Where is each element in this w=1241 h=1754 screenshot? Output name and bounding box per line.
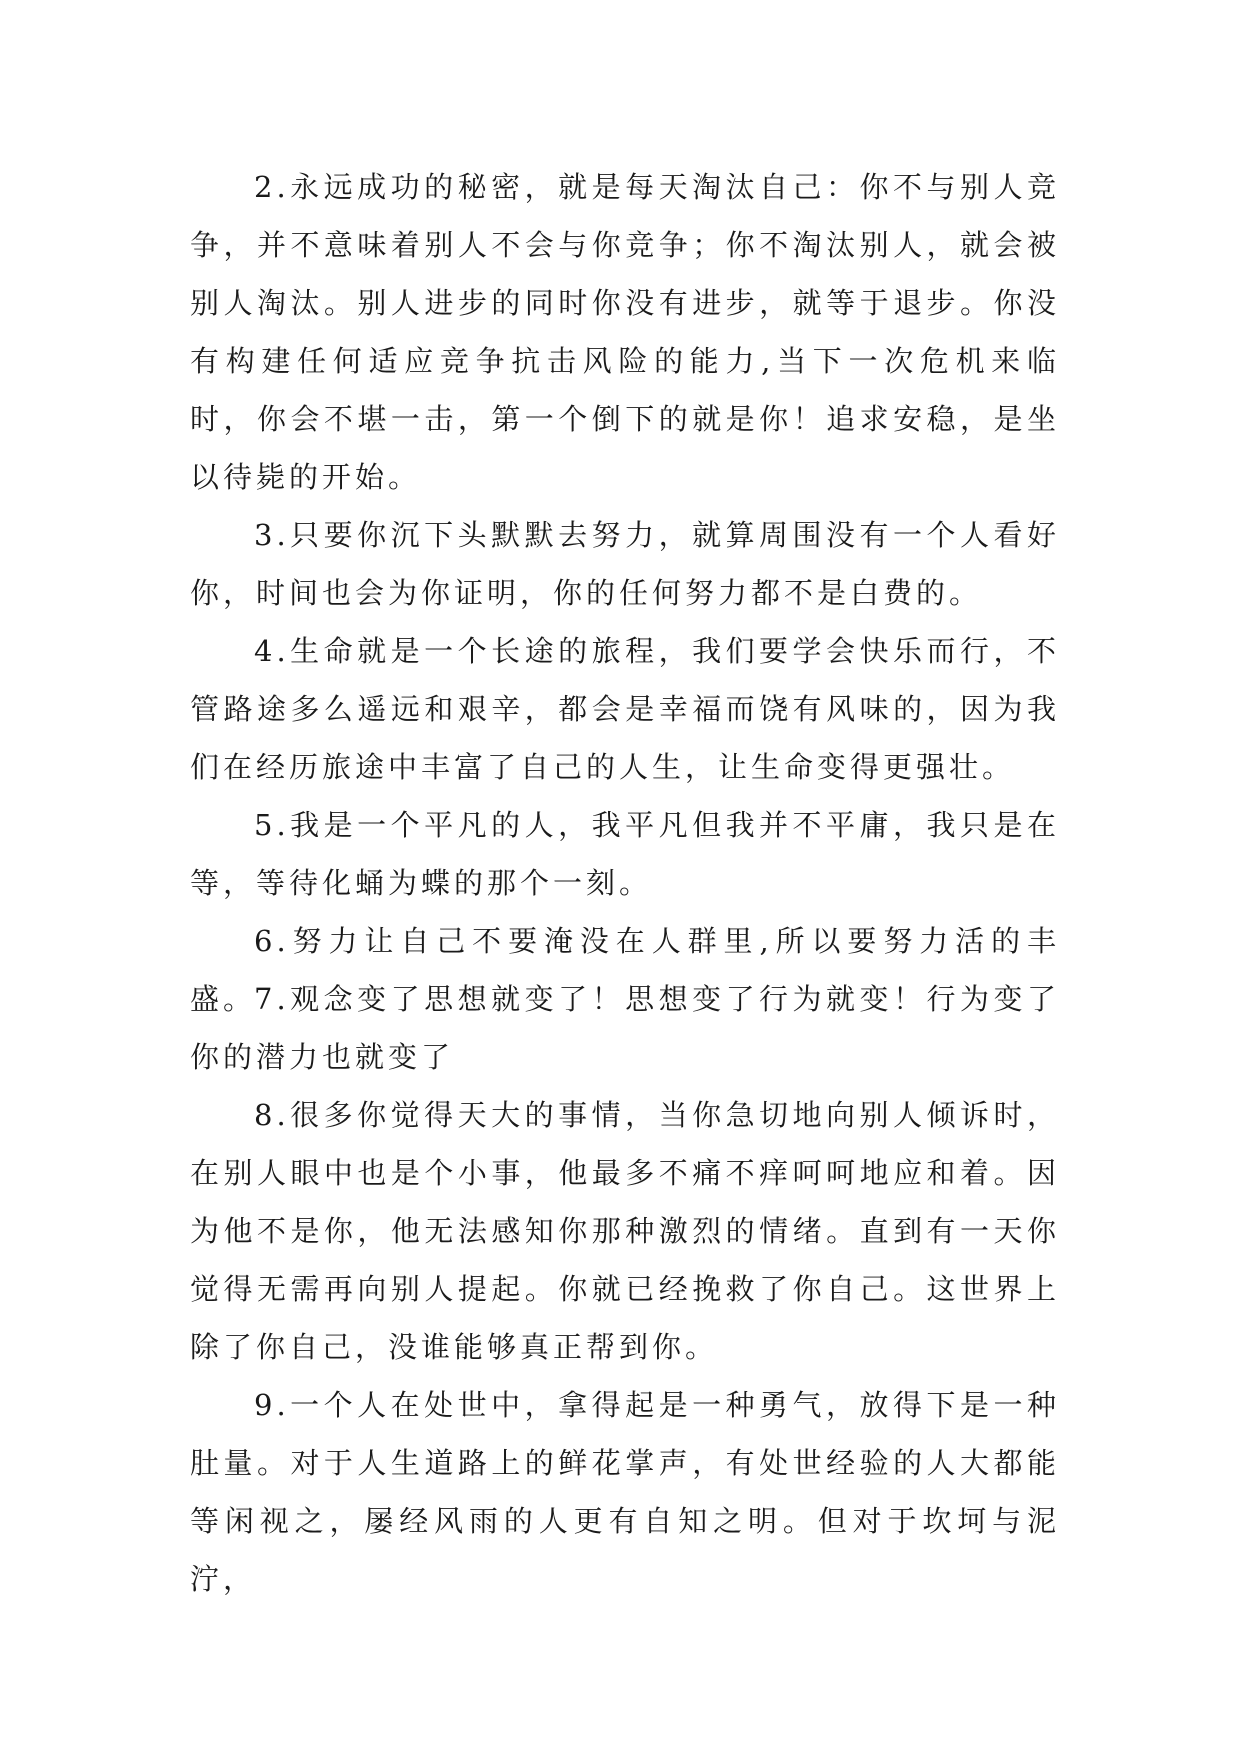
- paragraph-9: 9.一个人在处世中，拿得起是一种勇气，放得下是一种肚量。对于人生道路上的鲜花掌声，有处世经验的人大都能等闲视之，屡经风雨的人更有自知之明。但对于坎坷与泥泞，: [190, 1388, 1060, 1596]
- paragraph-6: 6.努力让自己不要淹没在人群里,所以要努力活的丰盛。: [190, 924, 1060, 1016]
- paragraph-8: 8.很多你觉得天大的事情，当你急切地向别人倾诉时，在别人眼中也是个小事，他最多不痛不痒呵呵地应和着。因为他不是你，他无法感知你那种激烈的情绪。直到有一天你觉得无需再向别人提起。你就已经挽救了你自己。这世界上除了你自己，没谁能够真正帮到你。: [190, 1098, 1060, 1364]
- paragraph-2: 2.永远成功的秘密，就是每天淘汰自己：你不与别人竞争，并不意味着别人不会与你竞争；你不淘汰别人，就会被别人淘汰。别人进步的同时你没有进步，就等于退步。你没有构建任何适应竞争抗击风险的能力,当下一次危机来临时，你会不堪一击，第一个倒下的就是你！追求安稳，是坐以待毙的开始。: [190, 170, 1060, 494]
- paragraph-3: 3.只要你沉下头默默去努力，就算周围没有一个人看好你，时间也会为你证明，你的任何努力都不是白费的。: [190, 518, 1060, 610]
- paragraph-7: 7.观念变了思想就变了！思想变了行为就变！行为变了你的潜力也就变了: [190, 982, 1060, 1074]
- paragraph-5: 5.我是一个平凡的人，我平凡但我并不平庸，我只是在等，等待化蛹为蝶的那个一刻。: [190, 808, 1060, 900]
- document-body: [190, 158, 1060, 1596]
- paragraph-4: 4.生命就是一个长途的旅程，我们要学会快乐而行，不管路途多么遥远和艰辛，都会是幸福而饶有风味的，因为我们在经历旅途中丰富了自己的人生，让生命变得更强壮。: [190, 634, 1060, 784]
